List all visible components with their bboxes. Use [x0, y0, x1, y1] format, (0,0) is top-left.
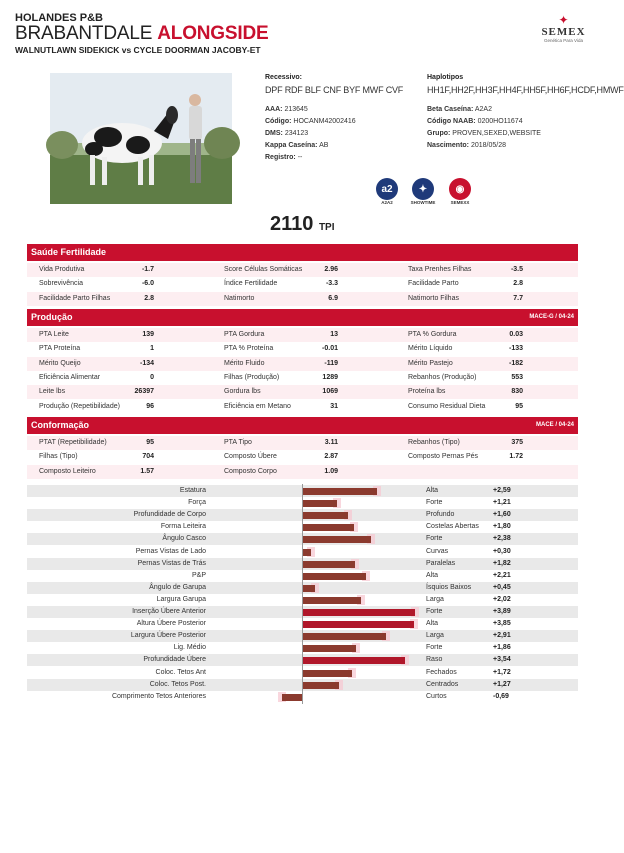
naab-label: Código NAAB:	[427, 118, 476, 125]
trait-label: Índice Fertilidade	[224, 280, 278, 288]
linear-trait-bar	[302, 585, 315, 592]
conformacao-row	[27, 436, 578, 450]
registro-row	[265, 154, 302, 161]
nascimento-label: Nascimento:	[427, 142, 470, 149]
linear-trait-value: +3,54	[493, 656, 511, 664]
linear-trait-left-label: Estatura	[179, 487, 206, 494]
trait-label: Produção (Repetibilidade)	[39, 402, 120, 410]
trait-label: Mérito Fluido	[224, 359, 265, 367]
linear-trait-bar	[282, 694, 302, 701]
trait-label: Composto Leiteiro	[39, 467, 96, 475]
badge-0	[372, 178, 402, 205]
trait-value: 7.7	[513, 294, 523, 302]
linear-trait-value: +2,59	[493, 487, 511, 494]
grupo-label: Grupo:	[427, 130, 451, 137]
conformacao-row	[27, 450, 578, 464]
producao-row	[27, 371, 578, 385]
producao-section-header	[27, 309, 578, 326]
trait-value: -119	[324, 359, 338, 367]
badge-2	[445, 178, 475, 205]
linear-trait-bar	[302, 488, 377, 495]
codigo-label: Código:	[265, 118, 292, 125]
kappa-label: Kappa Caseína:	[265, 142, 318, 149]
trait-label: Filhas (Produção)	[224, 373, 280, 381]
bull-name-prefix: BRABANTDALE	[15, 23, 153, 44]
linear-trait-left-label: Coloc. Tetos Post.	[149, 680, 206, 688]
trait-label: Composto Úbere	[224, 453, 277, 461]
linear-trait-bar	[302, 512, 348, 519]
trait-value: 6.9	[328, 294, 338, 302]
linear-trait-left-label: Inserção Úbere Anterior	[132, 608, 206, 615]
linear-trait-left-label: Largura Garupa	[156, 595, 206, 603]
tpi-value: 2110	[270, 213, 314, 235]
trait-value: 0.03	[509, 331, 523, 338]
linear-trait-left-label: Ângulo de Garupa	[149, 583, 206, 591]
linear-trait-right-label: Forte	[426, 535, 443, 543]
linear-trait-left-label: Forma Leiteira	[160, 523, 206, 531]
linear-trait-bar	[302, 621, 414, 628]
linear-trait-value: +0,45	[493, 583, 511, 591]
maple-leaf-icon: ✦	[558, 13, 569, 27]
linear-trait-value: +3,85	[493, 620, 511, 628]
trait-label: PTA Gordura	[224, 331, 265, 338]
linear-trait-value: +1,21	[493, 499, 511, 507]
linear-trait-right-label: Profundo	[426, 511, 455, 519]
trait-label: Mérito Queijo	[39, 359, 81, 367]
saude-row	[27, 292, 578, 306]
linear-trait-value: +1,72	[493, 668, 511, 676]
haplotipos-label: Haplotipos	[427, 74, 464, 81]
showtime-icon: ✦	[412, 178, 434, 200]
linear-trait-left-label: Força	[188, 499, 206, 507]
trait-label: Filhas (Tipo)	[39, 453, 78, 461]
badge-label: SHOWTIME	[410, 200, 436, 205]
trait-label: Eficiência em Metano	[224, 402, 291, 410]
naab-row	[427, 118, 523, 125]
trait-value: 375	[511, 439, 523, 446]
trait-label: Proteína lbs	[408, 388, 446, 396]
haplotipos-value: HH1F,HH2F,HH3F,HH4F,HH5F,HH6F,HCDF,HMWF	[427, 85, 624, 95]
linear-trait-right-label: Larga	[426, 632, 444, 640]
linear-trait-value: +2,02	[493, 595, 511, 603]
beta-value: A2A2	[474, 106, 492, 113]
saude-row	[27, 277, 578, 291]
trait-value: 1069	[322, 388, 338, 396]
producao-row	[27, 385, 578, 399]
trait-label: Gordura lbs	[224, 388, 261, 396]
trait-label: Mérito Pastejo	[408, 359, 453, 367]
registro-label: Registro:	[265, 154, 296, 161]
trait-label: PTA % Proteína	[224, 345, 274, 353]
linear-trait-right-label: Alta	[426, 487, 439, 494]
conformacao-section-title: Conformação	[31, 420, 90, 430]
linear-trait-value: +2,38	[493, 535, 511, 543]
linear-trait-bar	[302, 645, 356, 652]
aaa-label: AAA:	[265, 106, 283, 113]
tpi-unit: TPI	[318, 222, 335, 233]
linear-trait-right-label: Curtos	[426, 692, 447, 700]
kappa-value: AB	[319, 142, 329, 149]
linear-trait-value: +3,89	[493, 608, 511, 615]
linear-trait-value: +1,82	[493, 559, 511, 567]
trait-value: 31	[330, 402, 338, 410]
dms-value: 234123	[284, 130, 309, 137]
producao-row	[27, 342, 578, 356]
linear-trait-right-label: Curvas	[426, 547, 449, 555]
linear-trait-left-label: Altura Úbere Posterior	[136, 620, 206, 628]
linear-trait-value: +1,86	[493, 644, 511, 652]
trait-value: 2.8	[144, 294, 154, 302]
trait-value: 139	[142, 331, 154, 338]
trait-label: Mérito Líquido	[408, 345, 453, 353]
aaa-value: 213645	[284, 106, 308, 113]
a2-icon: a2	[376, 178, 398, 200]
linear-trait-right-label: Fechados	[426, 668, 457, 676]
trait-value: -1.7	[141, 266, 154, 273]
linear-trait-left-label: Pernas Vistas de Lado	[135, 547, 206, 555]
trait-value: 0	[150, 373, 154, 381]
linear-trait-right-label: Costelas Abertas	[426, 523, 479, 531]
trait-value: 2.87	[324, 453, 338, 461]
linear-trait-right-label: Ísquios Baixos	[426, 583, 472, 591]
trait-label: Composto Corpo	[224, 467, 277, 475]
linear-trait-right-label: Paralelas	[426, 559, 456, 567]
trait-value: 1	[150, 345, 154, 353]
trait-label: Sobrevivência	[39, 280, 83, 288]
linear-trait-bar	[302, 500, 337, 507]
trait-value: 1.72	[509, 453, 523, 461]
linear-trait-bar	[302, 657, 405, 664]
linear-trait-value: +2,21	[493, 571, 511, 579]
trait-value: 13	[330, 331, 338, 338]
producao-row	[27, 357, 578, 371]
codigo-row	[265, 118, 356, 125]
linear-trait-left-label: Pernas Vistas de Trás	[137, 559, 206, 567]
trait-label: PTAT (Repetibilidade)	[39, 439, 107, 446]
trait-value: 1289	[322, 373, 338, 381]
trait-label: Rebanhos (Tipo)	[408, 439, 460, 446]
saude-section-header	[27, 244, 578, 261]
badge-1	[408, 178, 438, 205]
badge-label: A2A2	[381, 200, 393, 205]
linear-trait-bar	[302, 536, 371, 543]
linear-trait-bar	[302, 633, 386, 640]
trait-label: PTA Tipo	[224, 439, 252, 446]
recessivo-label: Recessivo:	[265, 74, 302, 81]
producao-row	[27, 400, 578, 414]
linear-trait-bar	[302, 573, 366, 580]
linear-trait-right-label: Raso	[426, 656, 443, 664]
naab-value: 0200HO11674	[477, 118, 523, 125]
trait-label: Leite lbs	[39, 388, 66, 396]
linear-trait-left-label: Ângulo Casco	[162, 535, 206, 543]
trait-value: -3.3	[325, 280, 338, 288]
linear-trait-left-label: Largura Úbere Posterior	[130, 632, 206, 640]
linear-trait-right-label: Forte	[426, 499, 443, 507]
trait-label: PTA Leite	[39, 331, 69, 338]
trait-label: PTA Proteína	[39, 345, 81, 353]
linear-trait-left-label: Coloc. Tetos Ant	[155, 668, 206, 676]
nascimento-value: 2018/05/28	[470, 142, 507, 149]
linear-trait-bar	[302, 561, 355, 568]
trait-label: Score Células Somáticas	[224, 266, 303, 273]
trait-value: -0.01	[322, 345, 338, 353]
grupo-value: PROVEN,SEXED,WEBSITE	[452, 130, 541, 137]
codigo-value: HOCANM42002416	[293, 118, 356, 125]
dms-label: DMS:	[265, 130, 283, 137]
trait-label: Taxa Prenhes Filhas	[408, 266, 472, 273]
linear-trait-bar	[302, 597, 361, 604]
trait-value: 3.11	[324, 439, 338, 446]
saude-section-title: Saúde Fertilidade	[31, 247, 107, 257]
trait-value: 95	[146, 439, 154, 446]
bull-photo	[50, 73, 232, 204]
trait-value: 2.96	[324, 266, 338, 273]
trait-value: 95	[515, 402, 523, 410]
linear-trait-value: +0,30	[493, 547, 511, 555]
badge-label: SEMEXX	[450, 200, 470, 205]
linear-trait-left-label: Profundidade Úbere	[143, 656, 206, 664]
linear-trait-right-label: Forte	[426, 608, 443, 615]
linear-trait-bar	[302, 682, 339, 689]
linear-trait-value: +1,60	[493, 511, 511, 519]
nascimento-row	[427, 142, 506, 149]
trait-value: 26397	[134, 388, 154, 396]
trait-value: 2.8	[513, 280, 523, 288]
linear-trait-right-label: Alta	[426, 620, 439, 628]
bull-name	[15, 23, 268, 45]
trait-value: -6.0	[141, 280, 154, 288]
trait-label: Eficiência Alimentar	[39, 373, 101, 381]
linear-trait-bar	[302, 670, 352, 677]
trait-label: Vida Produtiva	[39, 266, 85, 273]
logo-tagline: Genética Para Vida	[544, 38, 583, 43]
trait-label: Rebanhos (Produção)	[408, 373, 477, 381]
registro-value: --	[297, 154, 303, 161]
grupo-row	[427, 130, 541, 137]
conformacao-section-source: MACE / 04-24	[535, 422, 574, 428]
trait-label: PTA % Gordura	[408, 331, 457, 338]
linear-trait-left-label: Comprimento Tetos Anteriores	[111, 692, 206, 700]
linear-trait-value: +1,27	[493, 680, 511, 688]
trait-value: 96	[146, 402, 154, 410]
linear-trait-bar	[302, 609, 415, 616]
trait-value: -133	[508, 345, 523, 353]
tpi-score	[270, 213, 335, 236]
linear-trait-right-label: Larga	[426, 595, 444, 603]
aaa-row	[265, 106, 308, 113]
breed-label: HOLANDES P&B	[15, 12, 104, 24]
linear-trait-right-label: Forte	[426, 644, 443, 652]
semex-logo	[536, 14, 591, 43]
linear-trait-value: +2,91	[493, 632, 511, 640]
linear-trait-right-label: Centrados	[426, 680, 459, 688]
trait-value: -134	[139, 359, 154, 367]
trait-value: 1.57	[140, 467, 154, 475]
linear-trait-right-label: Alta	[426, 571, 439, 579]
trait-value: 553	[511, 373, 523, 381]
beta-label: Beta Caseína:	[427, 106, 474, 113]
trait-label: Facilidade Parto Filhas	[39, 294, 111, 302]
dms-row	[265, 130, 308, 137]
trait-value: -182	[508, 359, 523, 367]
linear-trait-value: -0,69	[493, 692, 509, 700]
linear-trait-left-label: P&P	[191, 571, 206, 579]
saude-row	[27, 263, 578, 277]
trait-label: Facilidade Parto	[408, 280, 459, 288]
linear-center-axis	[302, 484, 303, 704]
semex-icon: ◉	[449, 178, 471, 200]
linear-trait-left-label: Lig. Médio	[173, 644, 206, 652]
linear-trait-value: +1,80	[493, 523, 511, 531]
trait-label: Composto Pernas Pés	[408, 453, 479, 461]
producao-row	[27, 328, 578, 342]
trait-value: -3.5	[510, 266, 523, 273]
linear-trait-bar	[302, 524, 354, 531]
kappa-row	[265, 142, 328, 149]
trait-value: 1.09	[324, 467, 338, 475]
trait-value: 704	[142, 453, 154, 461]
trait-label: Natimorto	[224, 294, 255, 302]
beta-row	[427, 106, 492, 113]
linear-trait-left-label: Profundidade de Corpo	[133, 511, 206, 519]
logo-brand: SEMEX	[541, 26, 586, 38]
trait-value: 830	[511, 388, 523, 396]
conformacao-row	[27, 465, 578, 479]
linear-trait-bar	[302, 549, 311, 556]
bull-name-highlight: ALONGSIDE	[157, 23, 269, 44]
producao-section-title: Produção	[31, 312, 73, 322]
conformacao-section-header	[27, 417, 578, 434]
trait-label: Consumo Residual Dieta	[408, 402, 486, 410]
pedigree: WALNUTLAWN SIDEKICK vs CYCLE DOORMAN JACOBY-ET	[15, 45, 261, 55]
recessivo-value: DPF RDF BLF CNF BYF MWF CVF	[265, 85, 404, 95]
producao-section-source: MACE-G / 04-24	[529, 314, 574, 320]
trait-label: Natimorto Filhas	[408, 294, 459, 302]
